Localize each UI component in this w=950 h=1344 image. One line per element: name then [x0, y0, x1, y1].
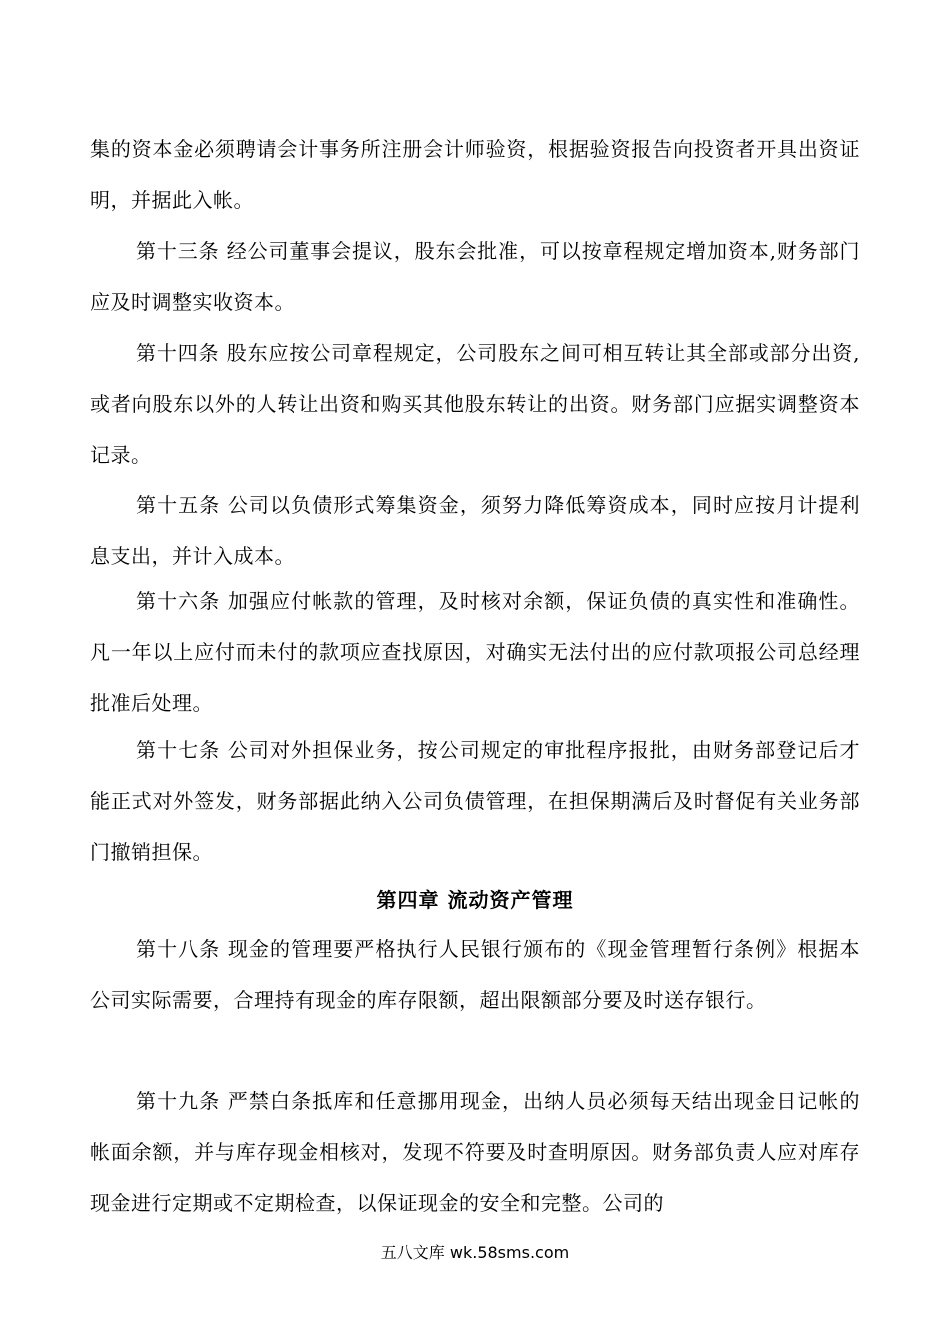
article-18-paragraph: 第十八条 现金的管理要严格执行人民银行颁布的《现金管理暂行条例》根据本公司实际需要，合理持有现金的库存限额，超出限额部分要及时送存银行。 [90, 937, 860, 1012]
article-14-paragraph: 第十四条 股东应按公司章程规定，公司股东之间可相互转让其全部或部分出资,或者向股东以外的人转让出资和购买其他股东转让的出资。财务部门应据实调整资本记录。 [90, 341, 860, 467]
page-footer: 五八文库 wk.58sms.com [380, 1243, 570, 1262]
article-19-paragraph: 第十九条 严禁白条抵库和任意挪用现金，出纳人员必须每天结出现金日记帐的帐面余额，并与库存现金相核对，发现不符要及时查明原因。财务部负责人应对库存现金进行定期或不定期检查，以保证现金的安全和完整。公司的 [90, 1089, 860, 1215]
article-15-paragraph: 第十五条 公司以负债形式筹集资金，须努力降低筹资成本，同时应按月计提利息支出，并计入成本。 [90, 493, 860, 568]
article-16-paragraph: 第十六条 加强应付帐款的管理，及时核对余额，保证负债的真实性和准确性。凡一年以上应付而未付的款项应查找原因，对确实无法付出的应付款项报公司总经理批准后处理。 [90, 589, 860, 715]
paragraph-continuation: 集的资本金必须聘请会计事务所注册会计师验资，根据验资报告向投资者开具出资证明，并据此入帐。 [90, 137, 860, 212]
article-17-paragraph: 第十七条 公司对外担保业务，按公司规定的审批程序报批，由财务部登记后才能正式对外签发，财务部据此纳入公司负债管理，在担保期满后及时督促有关业务部门撤销担保。 [90, 738, 860, 864]
article-13-paragraph: 第十三条 经公司董事会提议，股东会批准，可以按章程规定增加资本,财务部门应及时调整实收资本。 [90, 239, 860, 314]
chapter-title: 第四章 流动资产管理 [376, 888, 574, 912]
